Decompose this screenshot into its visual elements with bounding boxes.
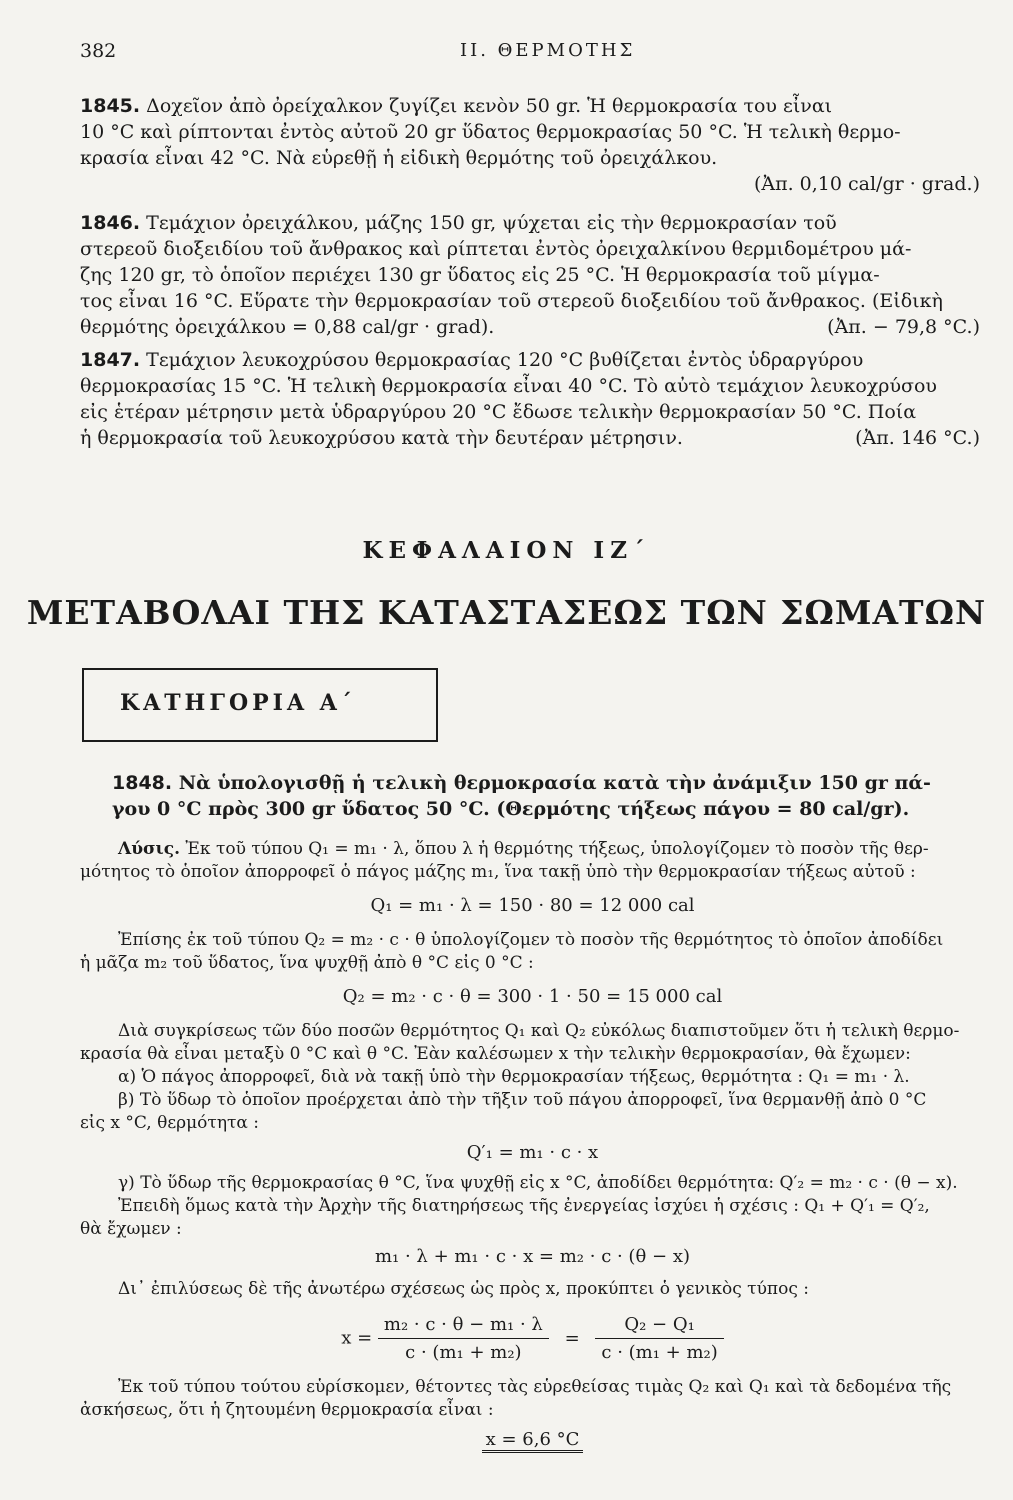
running-head: ΙΙ. ΘΕΡΜΟΤΗΣ [460,40,636,61]
solution-text: Ἐπίσης ἐκ τοῦ τύπου Q₂ = m₂ · c · θ ὑπολογίζομεν τὸ ποσὸν τῆς θερμότητος τὸ ὁποῖον ἀποδίδει [118,930,944,950]
equation-q2: Q₂ = m₂ · c · θ = 300 · 1 · 50 = 15 000 cal [342,986,723,1007]
solution-text: Δι᾽ ἐπιλύσεως δὲ τῆς ἀνωτέρω σχέσεως ὡς πρὸς x, προκύπτει ὁ γενικὸς τύπος : [118,1279,809,1299]
exercise-number: 1847. [80,349,141,371]
fraction-1 [378,1313,549,1364]
exercise-number: 1845. [80,95,141,117]
solution-text: κρασία θὰ εἶναι μεταξὺ 0 °C καὶ θ °C. Ἐὰν καλέσωμεν x τὴν τελικὴν θερμοκρασίαν, θὰ ἔχωμεν: [80,1044,911,1064]
exercise-number: 1848. [112,772,173,794]
solution-text: Ἐκ τοῦ τύπου τούτου εὑρίσκομεν, θέτοντες τὰς εὑρεθείσας τιμὰς Q₂ καὶ Q₁ καὶ τὰ δεδομένα τῆς [118,1377,952,1397]
page-header [80,40,980,70]
page-number: 382 [80,40,117,62]
chapter-title: ΜΕΤΑΒΟΛΑΙ ΤΗΣ ΚΑΤΑΣΤΑΣΕΩΣ ΤΩΝ ΣΩΜΑΤΩΝ [26,593,987,632]
fraction-denominator: c · (m₁ + m₂) [601,1342,718,1363]
exercise-1845 [80,93,980,197]
exercise-text: στερεοῦ διοξειδίου τοῦ ἄνθρακος καὶ ρίπτεται ἐντὸς ὀρειχαλκίνου θερμιδομέτρου μά- [80,238,912,260]
exercise-1848 [112,770,980,822]
solution-step-b: β) Τὸ ὕδωρ τὸ ὁποῖον προέρχεται ἀπὸ τὴν τῆξιν τοῦ πάγου ἀπορροφεῖ, ἵνα θερμανθῇ ἀπὸ 0 °C [118,1090,927,1110]
exercise-text: θερμότης ὀρειχάλκου = 0,88 cal/gr · grad). [80,316,495,338]
solution-step-a: α) Ὁ πάγος ἀπορροφεῖ, διὰ νὰ τακῇ ὑπὸ τὴν θερμοκρασίαν τήξεως, θερμότητα : Q₁ = m₁ · λ. [118,1067,910,1087]
exercise-text: 10 °C καὶ ρίπτονται ἐντὸς αὐτοῦ 20 gr ὕδατος θερμοκρασίας 50 °C. Ἡ τελικὴ θερμο- [80,121,901,143]
chapter-label: ΚΕΦΑΛΑΙΟΝ ΙΖ΄ [362,537,651,564]
exercise-text: τος εἶναι 16 °C. Εὕρατε τὴν θερμοκρασίαν τοῦ στερεοῦ διοξειδίου τοῦ ἄνθρακος. (Εἰδικὴ [80,290,943,312]
fraction-denominator: c · (m₁ + m₂) [405,1342,522,1363]
equation-general [80,1313,985,1364]
exercise-text: εἰς ἑτέραν μέτρησιν μετὰ ὑδραργύρου 20 °C ἔδωσε τελικὴν θερμοκρασίαν 50 °C. Ποία [80,401,917,423]
category-label: ΚΑΤΗΓΟΡΙΑ Α΄ [120,690,356,716]
equation-q1-prime: Q′₁ = m₁ · c · x [466,1142,599,1163]
fraction-2 [595,1313,723,1364]
solution-block [80,838,985,1451]
solution-text: Διὰ συγκρίσεως τῶν δύο ποσῶν θερμότητος Q₁ καὶ Q₂ εὐκόλως διαπιστοῦμεν ὅτι ἡ τελικὴ θερμο- [118,1021,960,1041]
exercise-text: Τεμάχιον λευκοχρύσου θερμοκρασίας 120 °C βυθίζεται ἐντὸς ὑδραργύρου [140,349,864,371]
equation-q1: Q₁ = m₁ · λ = 150 · 80 = 12 000 cal [370,895,695,916]
fraction-numerator: Q₂ − Q₁ [595,1313,723,1339]
equation-balance: m₁ · λ + m₁ · c · x = m₂ · c · (θ − x) [374,1246,690,1267]
solution-text: ἀσκήσεως, ὅτι ἡ ζητουμένη θερμοκρασία εἶναι : [80,1400,494,1420]
exercise-1847 [80,347,980,451]
solution-text: μότητος τὸ ὁποῖον ἀπορροφεῖ ὁ πάγος μάζης m₁, ἵνα τακῇ ὑπὸ τὴν θερμοκρασίαν τήξεως αὐτοῦ : [80,862,916,882]
solution-step-c: γ) Τὸ ὕδωρ τῆς θερμοκρασίας θ °C, ἵνα ψυχθῇ εἰς x °C, ἀποδίδει θερμότητα: Q′₂ = m₂ · c · (θ − x). [118,1173,958,1193]
solution-text: Ἐπειδὴ ὅμως κατὰ τὴν Ἀρχὴν τῆς διατηρήσεως τῆς ἐνεργείας ἰσχύει ἡ σχέσις : Q₁ + Q′₁ = Q′₂, [118,1196,930,1216]
exercise-text: γου 0 °C πρὸς 300 gr ὕδατος 50 °C. (Θερμότης τήξεως πάγου = 80 cal/gr). [112,798,910,820]
solution-text: εἰς x °C, θερμότητα : [80,1113,260,1133]
exercise-text: Δοχεῖον ἀπὸ ὀρείχαλκον ζυγίζει κενὸν 50 gr. Ἡ θερμοκρασία του εἶναι [140,95,833,117]
exercise-text: Τεμάχιον ὀρειχάλκου, μάζης 150 gr, ψύχεται εἰς τὴν θερμοκρασίαν τοῦ [140,212,837,234]
equation-lhs: x = [341,1327,373,1349]
solution-text: θὰ ἔχωμεν : [80,1219,182,1239]
exercise-text: Νὰ ὑπολογισθῇ ἡ τελικὴ θερμοκρασία κατὰ τὴν ἀνάμιξιν 150 gr πά- [172,772,931,794]
final-result: x = 6,6 °C [482,1429,584,1453]
fraction-numerator: m₂ · c · θ − m₁ · λ [378,1313,549,1339]
equals-sign: = [564,1327,580,1349]
category-box [82,668,438,742]
solution-text: ἡ μᾶζα m₂ τοῦ ὕδατος, ἵνα ψυχθῇ ἀπὸ θ °C εἰς 0 °C : [80,953,534,973]
exercise-1846 [80,210,980,340]
solution-label: Λύσις. [118,839,181,859]
exercise-answer: (Ἀπ. − 79,8 °C.) [827,316,980,338]
exercise-answer: (Ἀπ. 146 °C.) [855,427,980,449]
exercise-text: κρασία εἶναι 42 °C. Νὰ εὑρεθῇ ἡ εἰδικὴ θερμότης τοῦ ὀρειχάλκου. [80,147,718,169]
exercise-text: ζης 120 gr, τὸ ὁποῖον περιέχει 130 gr ὕδατος εἰς 25 °C. Ἡ θερμοκρασία τοῦ μίγμα- [80,264,880,286]
exercise-text: θερμοκρασίας 15 °C. Ἡ τελικὴ θερμοκρασία εἶναι 40 °C. Τὸ αὐτὸ τεμάχιον λευκοχρύσου [80,375,937,397]
solution-text: Ἐκ τοῦ τύπου Q₁ = m₁ · λ, ὅπου λ ἡ θερμότης τήξεως, ὑπολογίζομεν τὸ ποσὸν τῆς θερ- [180,839,929,859]
exercise-number: 1846. [80,212,141,234]
exercise-answer: (Ἀπ. 0,10 cal/gr · grad.) [753,173,980,195]
exercise-text: ἡ θερμοκρασία τοῦ λευκοχρύσου κατὰ τὴν δευτέραν μέτρησιν. [80,427,683,449]
